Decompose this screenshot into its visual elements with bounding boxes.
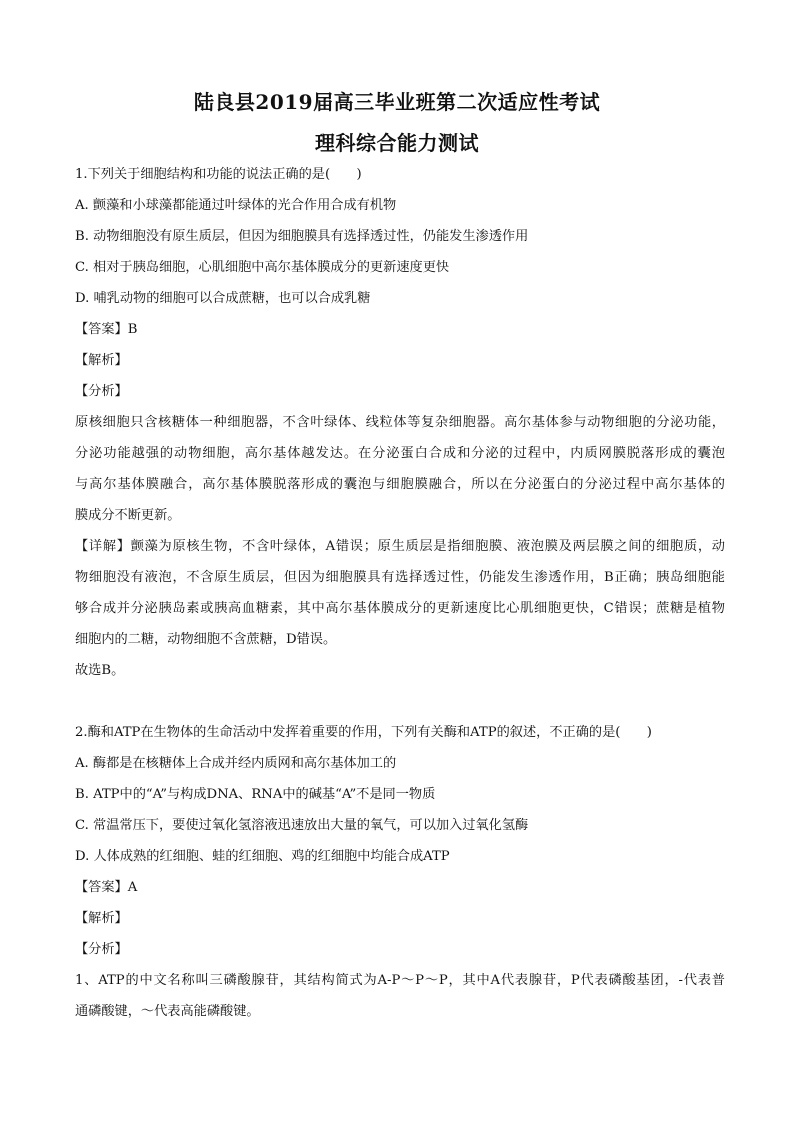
q2-jiexi-heading: 【解析】 <box>75 911 128 926</box>
q1-conclusion: 故选B。 <box>75 663 125 678</box>
q1-jiexi-heading: 【解析】 <box>75 353 128 368</box>
q1-detail-line: 【详解】颤藻为原核生物，不含叶绿体，A错误；原生质层是指细胞膜、液泡膜及两层膜之间的细胞质，动 <box>75 539 725 554</box>
document-subtitle: 理科综合能力测试 <box>315 131 479 155</box>
q2-option-c: C. 常温常压下，要使过氧化氢溶液迅速放出大量的氧气，可以加入过氧化氢酶 <box>75 818 529 833</box>
q1-answer: 【答案】B <box>75 322 138 337</box>
q1-analysis-line: 与高尔基体膜融合，高尔基体膜脱落形成的囊泡与细胞膜融合，所以在分泌蛋白的分泌过程中高尔基体的 <box>75 477 725 492</box>
q1-detail-line: 细胞内的二糖，动物细胞不含蔗糖，D错误。 <box>75 632 337 647</box>
q1-fenxi-heading: 【分析】 <box>75 384 128 399</box>
q2-option-a: A. 酶都是在核糖体上合成并经内质网和高尔基体加工的 <box>75 756 397 771</box>
q1-analysis-line: 膜成分不断更新。 <box>75 508 181 523</box>
q2-fenxi-heading: 【分析】 <box>75 942 128 957</box>
q1-option-d: D. 哺乳动物的细胞可以合成蔗糖，也可以合成乳糖 <box>75 291 371 306</box>
q2-answer: 【答案】A <box>75 880 138 895</box>
q2-option-d: D. 人体成熟的红细胞、蛙的红细胞、鸡的红细胞中均能合成ATP <box>75 849 450 864</box>
q2-stem: 2.酶和ATP在生物体的生命活动中发挥着重要的作用，下列有关酶和ATP的叙述，不正确的是( ) <box>75 725 652 740</box>
q1-detail-line: 物细胞没有液泡，不含原生质层，但因为细胞膜具有选择透过性，仍能发生渗透作用，B正确；胰岛细胞能 <box>75 570 725 585</box>
q1-option-c: C. 相对于胰岛细胞，心肌细胞中高尔基体膜成分的更新速度更快 <box>75 260 450 275</box>
document-title: 陆良县2019届高三毕业班第二次适应性考试 <box>193 90 601 114</box>
q1-stem: 1.下列关于细胞结构和功能的说法正确的是( ) <box>75 167 362 182</box>
q1-option-b: B. 动物细胞没有原生质层，但因为细胞膜具有选择透过性，仍能发生渗透作用 <box>75 229 529 244</box>
q1-option-a: A. 颤藻和小球藻都能通过叶绿体的光合作用合成有机物 <box>75 198 397 213</box>
q1-analysis-line: 分泌功能越强的动物细胞，高尔基体越发达。在分泌蛋白合成和分泌的过程中，内质网膜脱落形成的囊泡 <box>75 446 725 461</box>
q2-option-b: B. ATP中的“A”与构成DNA、RNA中的碱基“A”不是同一物质 <box>75 787 436 802</box>
q2-analysis-line: 1、ATP的中文名称叫三磷酸腺苷，其结构简式为A-P～P～P，其中A代表腺苷，P代表磷酸基团，-代表普 <box>75 973 725 988</box>
q1-analysis-line: 原核细胞只含核糖体一种细胞器，不含叶绿体、线粒体等复杂细胞器。高尔基体参与动物细胞的分泌功能， <box>75 415 725 430</box>
q2-analysis-line: 通磷酸键，～代表高能磷酸键。 <box>75 1004 260 1019</box>
q1-detail-line: 够合成并分泌胰岛素或胰高血糖素，其中高尔基体膜成分的更新速度比心肌细胞更快，C错误；蔗糖是植物 <box>75 601 725 616</box>
